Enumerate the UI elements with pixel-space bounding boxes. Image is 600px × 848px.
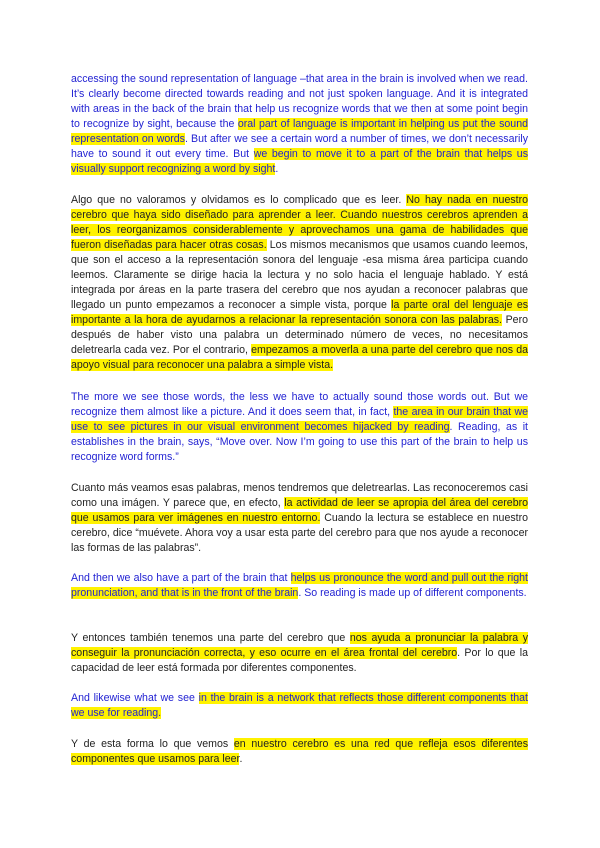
paragraph-english-3 — [71, 571, 528, 601]
plain-text: Y de esta forma lo que vemos — [71, 738, 234, 750]
plain-text: . But after we see a certain word a number of times, we don’t necessarily have to sound it out every time. But — [71, 133, 528, 160]
plain-text: accessing the sound representation of language –that area in the brain is involved when we read. It’s clearly become directed towards reading and not just spoken language. And it is integrated with areas in the back of the brain that help us recognize words that we then at some point begin to recognize by sight, because the — [71, 73, 528, 130]
plain-text: And then we also have a part of the brain that — [71, 572, 291, 584]
paragraph-spanish-4 — [71, 737, 528, 767]
highlighted-text: the area in our brain that we use to see pictures in our visual environment becomes hijacked by reading — [71, 406, 528, 433]
paragraph-english-1 — [71, 72, 528, 177]
highlighted-text: la actividad de leer se apropia del área del cerebro que usamos para ver imágenes en nuestro entorno. — [71, 497, 529, 524]
plain-text: . So reading is made up of different components. — [298, 587, 527, 599]
paragraph-spanish-1 — [71, 193, 528, 373]
plain-text: Cuando la lectura se establece en nuestro cerebro, dice “muévete. Ahora voy a usar esta parte del cerebro para que nos ayude a reconocer las formas de las palabras”. — [71, 512, 528, 554]
highlighted-text: la parte oral del lenguaje es importante a la hora de ayudarnos a relacionar la representación sonora con las palabras. — [71, 299, 529, 326]
plain-text: And likewise what we see — [71, 692, 199, 704]
highlighted-text: in the brain is a network that reflects those different components that we use for reading. — [71, 692, 528, 719]
highlighted-text: empezamos a moverla a una parte del cerebro que nos da apoyo visual para reconocer una palabra a simple vista. — [71, 344, 528, 371]
plain-text: Cuanto más veamos esas palabras, menos tendremos que deletrearlas. Las reconoceremos casi como una imágen. Y parece que, en efecto, — [71, 482, 528, 509]
plain-text: Algo que no valoramos y olvidamos es lo complicado que es leer. — [71, 194, 407, 206]
paragraph-spanish-3 — [71, 631, 528, 676]
paragraph-english-2 — [71, 390, 528, 465]
plain-text: . — [275, 163, 279, 175]
highlighted-text: nos ayuda a pronunciar la palabra y conseguir la pronunciación correcta, y eso ocurre en el área frontal del cerebro — [71, 632, 529, 659]
plain-text: . Por lo que la capacidad de leer está formada por diferentes componentes. — [71, 647, 528, 674]
plain-text: Los mismos mecanismos que usamos cuando leemos, que son el acceso a la representación sonora del lenguaje -esa misma área participa cuando leemos. Claramente se dirige hacia la lectura y no solo hacia el lenguaje hablado. Y está integrada por áreas en la parte trasera del cerebro que nos ayudan a reconocer palabras que llegado un punto empezamos a reconocer a simple vista, porque — [71, 239, 528, 311]
plain-text: Pero después de haber visto una palabra un determinado número de veces, no necesitamos deletrearla cada vez. Por el contrario, — [71, 314, 528, 356]
plain-text: The more we see those words, the less we have to actually sound those words out. But we recognize them almost like a picture. And it does seem that, in fact, — [71, 391, 528, 418]
plain-text: . — [239, 753, 243, 765]
paragraph-spanish-2 — [71, 481, 528, 556]
highlighted-text: en nuestro cerebro es una red que refleja esos diferentes componentes que usamos para leer — [71, 738, 528, 765]
paragraph-english-4 — [71, 691, 528, 721]
highlighted-text: oral part of language is important in helping us put the sound representation on words — [71, 118, 528, 145]
highlighted-text: we begin to move it to a part of the brain that helps us visually support recognizing a word by sight — [71, 148, 528, 175]
highlighted-text: No hay nada en nuestro cerebro que haya sido diseñado para aprender a leer. Cuando nuestros cerebros aprenden a leer, los reorganizamos considerablemente y aprovechamos una gama de habilidades que fueron diseñadas para hacer otras cosas. — [71, 194, 528, 251]
highlighted-text: helps us pronounce the word and pull out the right pronunciation, and that is in the front of the brain — [71, 572, 528, 599]
plain-text: Y entonces también tenemos una parte del cerebro que — [71, 632, 350, 644]
plain-text: . Reading, as it establishes in the brain, says, “Move over. Now I’m going to use this part of the brain to help us recognize word forms.” — [71, 421, 528, 463]
